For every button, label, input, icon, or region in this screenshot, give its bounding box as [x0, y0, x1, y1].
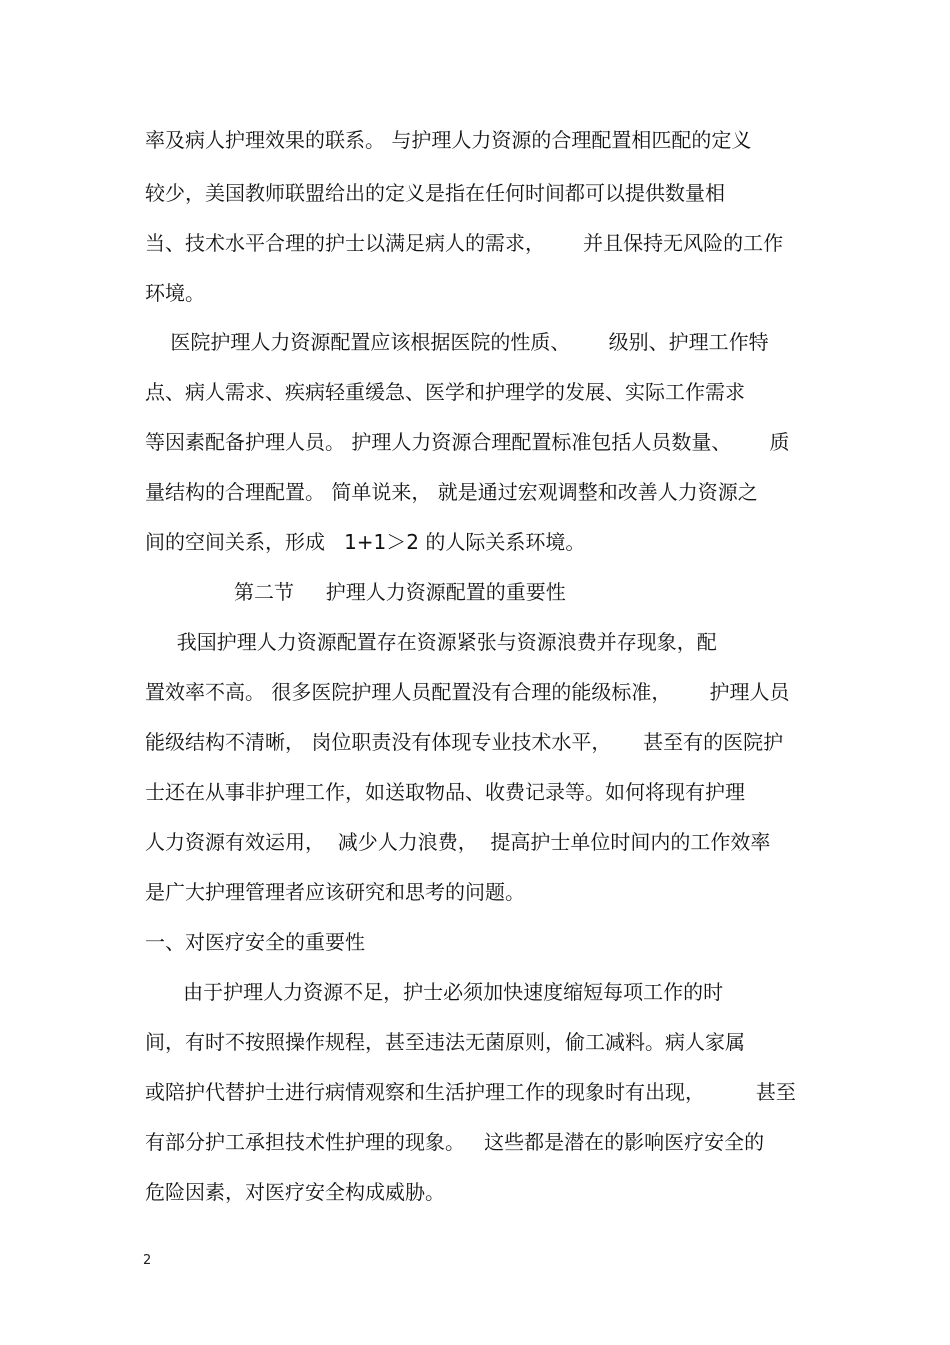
text-line: 士还在从事非护理工作，如送取物品、收费记录等。如何将现有护理 — [145, 780, 745, 804]
section-heading: 第二节 护理人力资源配置的重要性 — [145, 580, 566, 604]
text-line: 当、技术水平合理的护士以满足病人的需求， 并且保持无风险的工作 — [145, 231, 784, 255]
text-line: 由于护理人力资源不足，护士必须加快速度缩短每项工作的时 — [145, 980, 724, 1004]
text-line: 环境。 — [145, 281, 205, 305]
text-line: 我国护理人力资源配置存在资源紧张与资源浪费并存现象，配 — [145, 630, 717, 654]
text-line: 量结构的合理配置。 简单说来， 就是通过宏观调整和改善人力资源之 — [145, 480, 758, 504]
text-line: 人力资源有效运用， 减少人力浪费， 提高护士单位时间内的工作效率 — [145, 830, 771, 854]
text-line: 率及病人护理效果的联系。 与护理人力资源的合理配置相匹配的定义 — [145, 128, 752, 152]
text-line: 或陪护代替护士进行病情观察和生活护理工作的现象时有出现， 甚至 — [145, 1080, 796, 1104]
text-line: 置效率不高。 很多医院护理人员配置没有合理的能级标准， 护理人员 — [145, 680, 790, 704]
text-line: 等因素配备护理人员。 护理人力资源合理配置标准包括人员数量、 质 — [145, 430, 790, 454]
text-line: 是广大护理管理者应该研究和思考的问题。 — [145, 880, 525, 904]
text-line: 点、病人需求、疾病轻重缓急、医学和护理学的发展、实际工作需求 — [145, 380, 745, 404]
text-line: 间的空间关系，形成 1+1＞2 的人际关系环境。 — [145, 530, 586, 554]
subsection-heading: 一、对医疗安全的重要性 — [145, 930, 365, 954]
text-line: 危险因素，对医疗安全构成威胁。 — [145, 1180, 445, 1204]
page-number: 2 — [143, 1253, 152, 1268]
text-line: 间，有时不按照操作规程，甚至违法无菌原则，偷工减料。病人家属 — [145, 1030, 745, 1054]
text-line: 有部分护工承担技术性护理的现象。 这些都是潜在的影响医疗安全的 — [145, 1130, 765, 1154]
text-line: 能级结构不清晰， 岗位职责没有体现专业技术水平， 甚至有的医院护 — [145, 730, 784, 754]
text-line: 医院护理人力资源配置应该根据医院的性质、 级别、护理工作特 — [145, 330, 769, 354]
text-line: 较少，美国教师联盟给出的定义是指在任何时间都可以提供数量相 — [145, 181, 725, 205]
